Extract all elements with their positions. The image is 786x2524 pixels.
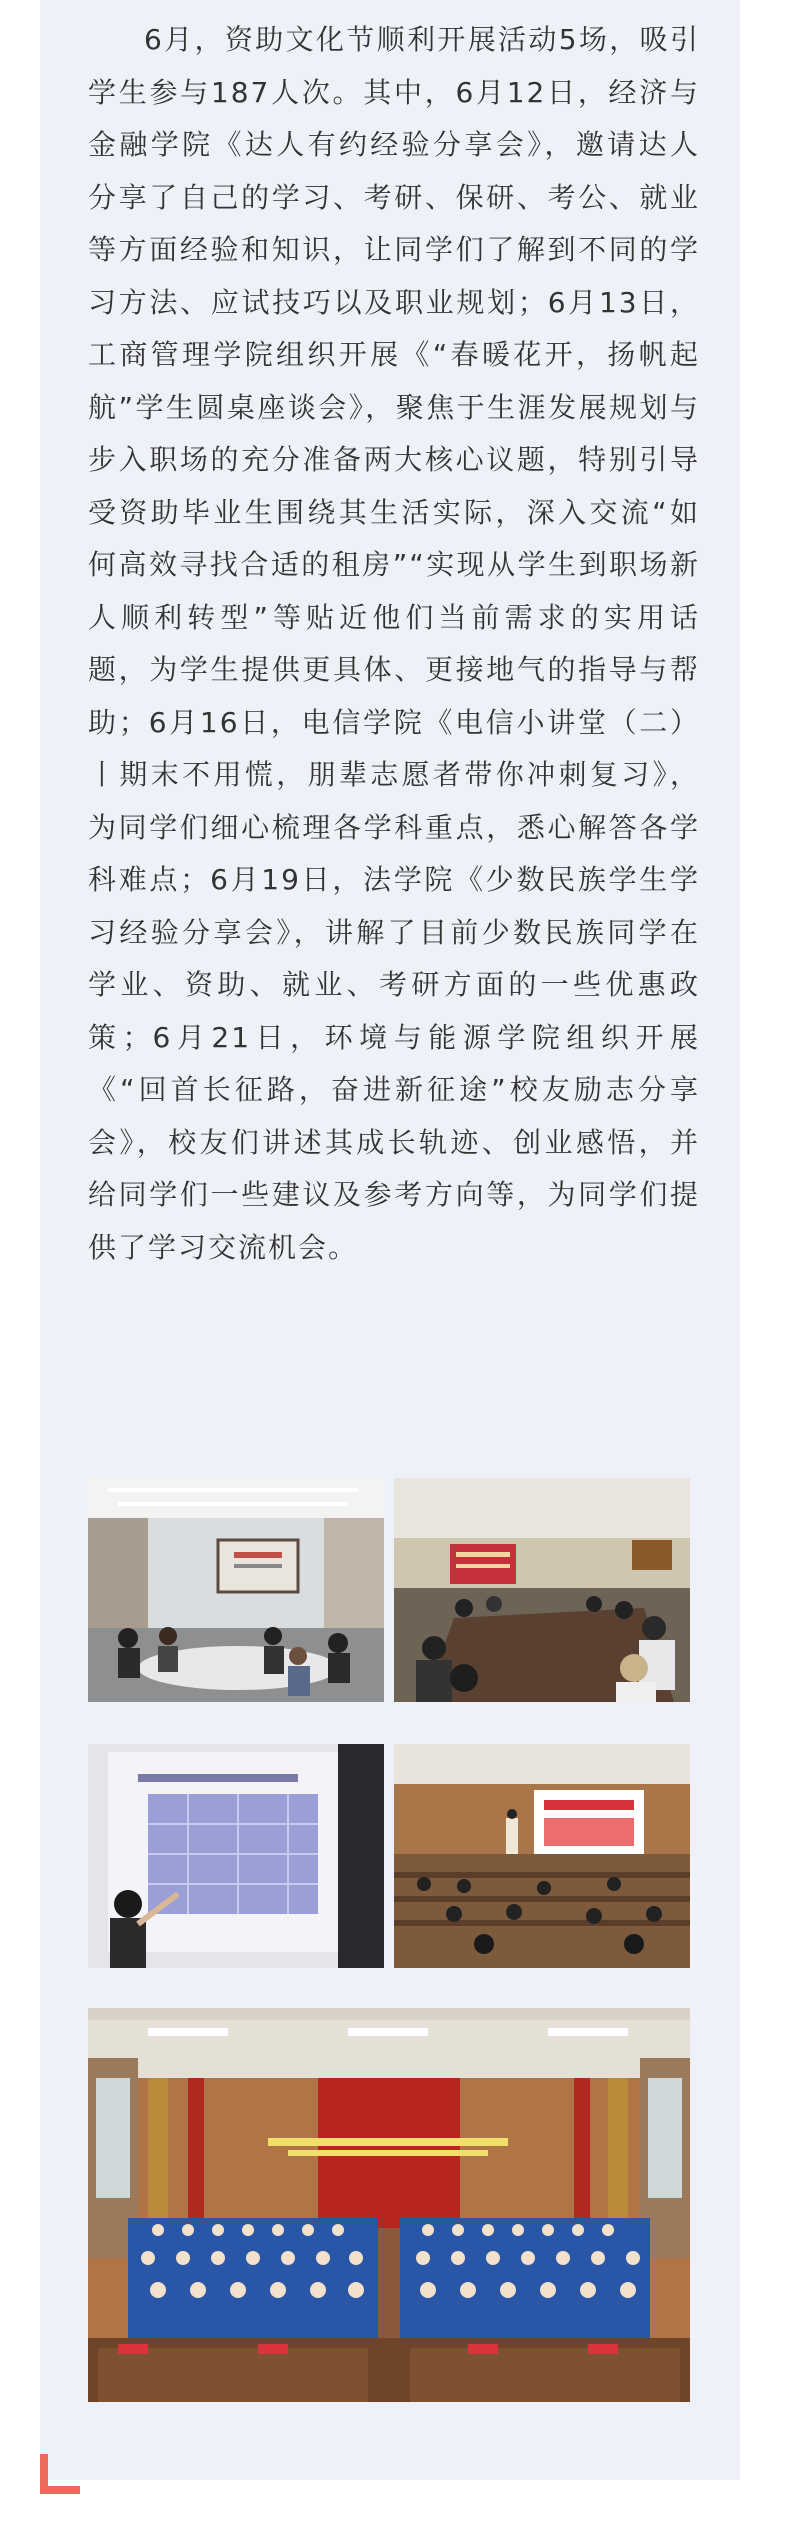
photo-group-auditorium [88,2008,690,2402]
article-paragraph: 6月，资助文化节顺利开展活动5场，吸引学生参与187人次。其中，6月12日，经济与金融学院《达人有约经验分享会》，邀请达人分享了自己的学习、考研、保研、考公、就业等方面经验和知识，让同学们了解到不同的学习方法、应试技巧以及职业规划；6月13日，工商管理学院组织开展《“春暖花开，扬帆起航”学生圆桌座谈会》，聚焦于生涯发展规划与步入职场的充分准备两大核心议题，特别引导受资助毕业生围绕其生活实际，深入交流“如何高效寻找合适的租房”“实现从学生到职场新人顺利转型”等贴近他们当前需求的实用话题，为学生提供更具体、更接地气的指导与帮助；6月16日，电信学院《电信小讲堂（二）丨期末不用慌，朋辈志愿者带你冲刺复习》，为同学们细心梳理各学科重点，悉心解答各学科难点；6月19日，法学院《少数民族学生学习经验分享会》，讲解了目前少数民族同学在学业、资助、就业、考研方面的一些优惠政策；6月21日，环境与能源学院组织开展《“回首长征路，奋进新征途”校友励志分享会》，校友们讲述其成长轨迹、创业感悟，并给同学们一些建议及参考方向等，为同学们提供了学习交流机会。 [88,23,700,1264]
photo-classroom-seminar [88,1478,384,1702]
photo-lecture-hall [394,1744,690,1968]
photo-projector-presentation [88,1744,384,1968]
corner-accent [40,2454,80,2494]
photo-roundtable-meeting [394,1478,690,1702]
